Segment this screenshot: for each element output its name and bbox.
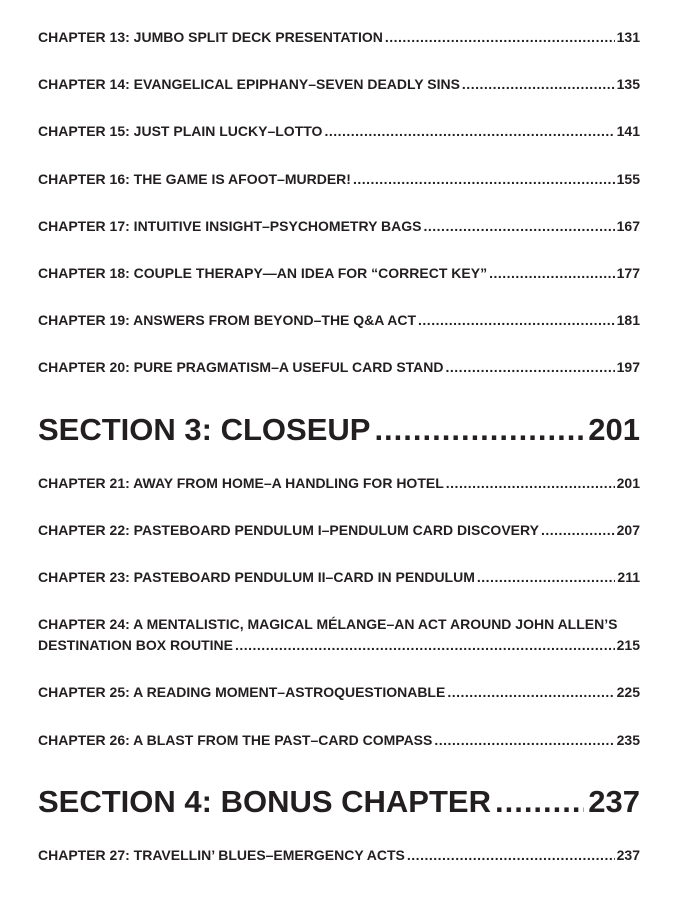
toc-entry-page: 237 <box>616 847 640 863</box>
dot-leader <box>446 475 615 491</box>
toc-entry-chapter-23[interactable] <box>38 569 640 585</box>
toc-entry-page: 131 <box>616 29 640 45</box>
toc-entry-chapter-19[interactable] <box>38 312 640 328</box>
toc-entry-page: 135 <box>616 76 640 92</box>
toc-entry-title: CHAPTER 14: EVANGELICAL EPIPHANY–SEVEN DEADLY SINS <box>38 76 460 92</box>
dot-leader <box>447 684 614 700</box>
dot-leader <box>324 123 614 139</box>
toc-entry-title: CHAPTER 22: PASTEBOARD PENDULUM I–PENDULUM CARD DISCOVERY <box>38 522 539 538</box>
section-title: SECTION 4: BONUS CHAPTER <box>38 784 491 819</box>
toc-entry-chapter-15[interactable] <box>38 123 640 139</box>
toc-entry-page: 167 <box>616 218 640 234</box>
dot-leader <box>477 569 616 585</box>
toc-entry-title: CHAPTER 23: PASTEBOARD PENDULUM II–CARD IN PENDULUM <box>38 569 475 585</box>
toc-entry-title: CHAPTER 27: TRAVELLIN’ BLUES–EMERGENCY ACTS <box>38 847 405 863</box>
toc-entry-chapter-24[interactable] <box>38 616 678 653</box>
toc-entry-title-continued: DESTINATION BOX ROUTINE <box>38 637 233 653</box>
toc-entry-page: 215 <box>616 637 640 653</box>
toc-entry-title: CHAPTER 26: A BLAST FROM THE PAST–CARD COMPASS <box>38 732 433 748</box>
toc-entry-page: 141 <box>616 123 640 139</box>
dot-leader <box>446 359 615 375</box>
toc-entry-chapter-21[interactable] <box>38 475 640 491</box>
dot-leader <box>235 637 615 653</box>
dot-leader <box>353 171 615 187</box>
toc-entry-title: CHAPTER 21: AWAY FROM HOME–A HANDLING FOR HOTEL <box>38 475 444 491</box>
toc-entry-chapter-22[interactable] <box>38 522 640 538</box>
toc-entry-page: 155 <box>616 171 640 187</box>
toc-entry-page: 225 <box>616 684 640 700</box>
toc-entry-chapter-16[interactable] <box>38 171 640 187</box>
toc-section-3[interactable] <box>38 412 640 448</box>
toc-entry-title: CHAPTER 17: INTUITIVE INSIGHT–PSYCHOMETRY BAGS <box>38 218 422 234</box>
dot-leader <box>462 76 615 92</box>
section-page: 237 <box>588 784 640 819</box>
toc-entry-title: CHAPTER 20: PURE PRAGMATISM–A USEFUL CARD STAND <box>38 359 444 375</box>
toc-entry-chapter-26[interactable] <box>38 732 640 748</box>
dot-leader <box>489 265 615 281</box>
dot-leader <box>495 784 584 820</box>
toc-entry-page: 235 <box>616 732 640 748</box>
toc-entry-chapter-18[interactable] <box>38 265 640 281</box>
section-title: SECTION 3: CLOSEUP <box>38 412 371 447</box>
toc-entry-chapter-27[interactable] <box>38 847 640 863</box>
toc-entry-chapter-13[interactable] <box>38 29 640 45</box>
toc-section-4[interactable] <box>38 784 640 820</box>
dot-leader <box>407 847 615 863</box>
toc-entry-page: 201 <box>616 475 640 491</box>
toc-entry-page: 177 <box>616 265 640 281</box>
toc-entry-title: CHAPTER 18: COUPLE THERAPY—AN IDEA FOR “CORRECT KEY” <box>38 265 488 281</box>
toc-entry-title: CHAPTER 19: ANSWERS FROM BEYOND–THE Q&A ACT <box>38 312 417 328</box>
toc-entry-title: CHAPTER 16: THE GAME IS AFOOT–MURDER! <box>38 171 351 187</box>
dot-leader <box>424 218 615 234</box>
toc-entry-chapter-25[interactable] <box>38 684 640 700</box>
section-page: 201 <box>588 412 640 447</box>
dot-leader <box>385 29 615 45</box>
toc-entry-page: 181 <box>616 312 640 328</box>
dot-leader <box>541 522 615 538</box>
dot-leader <box>374 412 584 448</box>
dot-leader <box>418 312 615 328</box>
toc-entry-page: 207 <box>616 522 640 538</box>
toc-entry-title: CHAPTER 15: JUST PLAIN LUCKY–LOTTO <box>38 123 323 139</box>
dot-leader <box>434 732 614 748</box>
toc-entry-chapter-20[interactable] <box>38 359 640 375</box>
toc-entry-page: 211 <box>617 569 640 585</box>
toc-entry-chapter-17[interactable] <box>38 218 640 234</box>
toc-entry-title: CHAPTER 25: A READING MOMENT–ASTROQUESTIONABLE <box>38 684 446 700</box>
toc-entry-page: 197 <box>616 359 640 375</box>
toc-entry-chapter-14[interactable] <box>38 76 640 92</box>
toc-entry-title: CHAPTER 13: JUMBO SPLIT DECK PRESENTATION <box>38 29 383 45</box>
toc-entry-title: CHAPTER 24: A MENTALISTIC, MAGICAL MÉLANGE–AN ACT AROUND JOHN ALLEN’S <box>38 616 618 632</box>
